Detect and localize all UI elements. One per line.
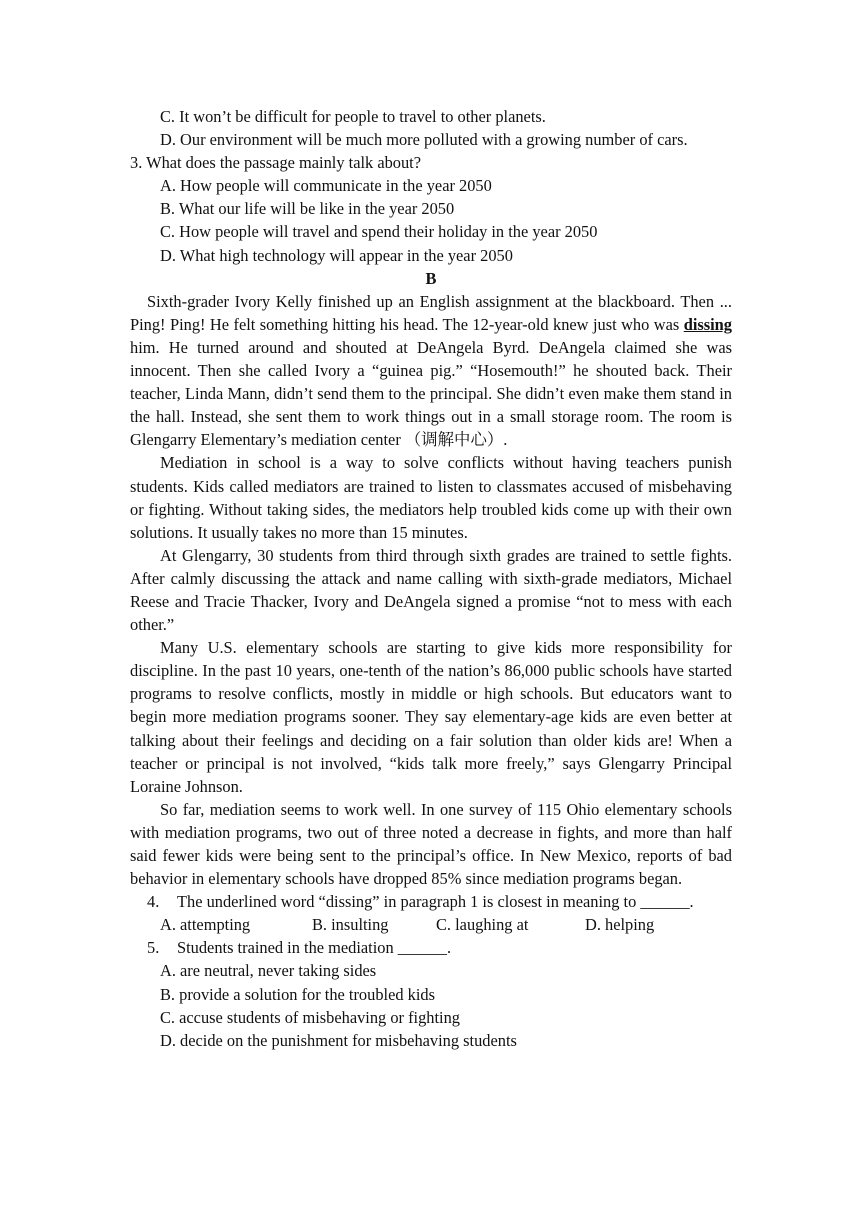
q4-text: The underlined word “dissing” in paragraph 1 is closest in meaning to ______. [177,892,694,912]
text-block [130,105,732,1052]
q3-option-d: D. What high technology will appear in the year 2050 [160,245,513,265]
paragraph-1-text-before: Sixth-grader Ivory Kelly finished up an English assignment at the blackboard. Then ... Ping! Ping! He felt something hitting his head. The 12-year-old knew just who was [130,291,732,334]
q3-option-b: B. What our life will be like in the year 2050 [160,199,455,219]
passage-paragraph-5: So far, mediation seems to work well. In one survey of 115 Ohio elementary schools with mediation programs, two out of three noted a decrease in fights, and more than half said fewer kids were being sent to the principal’s office. In New Mexico, reports of bad behavior in elementary schools have dropped 85% since mediation programs began. [130,799,732,889]
q4-number: 4. [147,892,160,912]
section-heading: B [425,268,437,288]
q5-number: 5. [147,938,160,958]
passage-paragraph-3: At Glengarry, 30 students from third through sixth grades are trained to settle fights. After calmly discussing the attack and name calling with sixth-grade mediators, Michael Reese and Tracie Thacker, Ivory and DeAngela signed a promise “not to mess with each other.” [130,545,732,635]
q5-option-b: B. provide a solution for the troubled kids [160,984,435,1004]
q3-option-c: C. How people will travel and spend their holiday in the year 2050 [160,222,598,242]
q4-question [130,890,732,913]
q4-option-c: C. laughing at [436,915,529,935]
q5-option-d: D. decide on the punishment for misbehaving students [160,1030,517,1050]
q4-option-a: A. attempting [160,915,251,935]
q2-option-c: C. It won’t be difficult for people to travel to other planets. [160,107,546,126]
passage-paragraph-4: Many U.S. elementary schools are starting to give kids more responsibility for discipline. In the past 10 years, one-tenth of the nation’s 86,000 public schools have started programs to resolve conflicts, mostly in middle or high schools. But educators want to begin more mediation programs sooner. They say elementary-age kids are even better at talking about their feelings and deciding on a fair solution than older kids are! When a teacher or principal is not involved, “kids talk more freely,” says Glengarry Principal Loraine Johnson. [130,638,732,796]
q5-text: Students trained in the mediation ______. [177,938,452,958]
underlined-word: dissing [683,314,732,334]
q5-option-c: C. accuse students of misbehaving or fighting [160,1007,460,1027]
q5-question [130,936,732,959]
passage-paragraph-2: Mediation in school is a way to solve conflicts without having teachers punish students. Kids called mediators are trained to listen to classmates accused of misbehaving or fighting. Without taking sides, the mediators help troubled kids come up with their own solutions. It usually takes no more than 15 minutes. [130,453,732,542]
q4-options [130,913,732,936]
q3-question: 3. What does the passage mainly talk about? [130,153,422,173]
q3-option-a: A. How people will communicate in the year 2050 [160,176,492,196]
passage-paragraph-1 [130,290,732,452]
q4-option-b: B. insulting [312,915,389,935]
q2-option-d: D. Our environment will be much more polluted with a growing number of cars. [160,130,688,150]
paragraph-1-text-after: him. He turned around and shouted at DeAngela Byrd. DeAngela claimed she was innocent. Then she called Ivory a “guinea pig.” “Hosemouth!” he shouted back. Their teacher, Linda Mann, didn’t send them to the principal. She didn’t even make them stand in the hall. Instead, she sent them to work things out in a small storage room. The room is Glengarry Elementary’s mediation center （调解中心）. [130,337,732,450]
q4-option-d: D. helping [585,915,655,935]
q5-option-a: A. are neutral, never taking sides [160,961,377,981]
